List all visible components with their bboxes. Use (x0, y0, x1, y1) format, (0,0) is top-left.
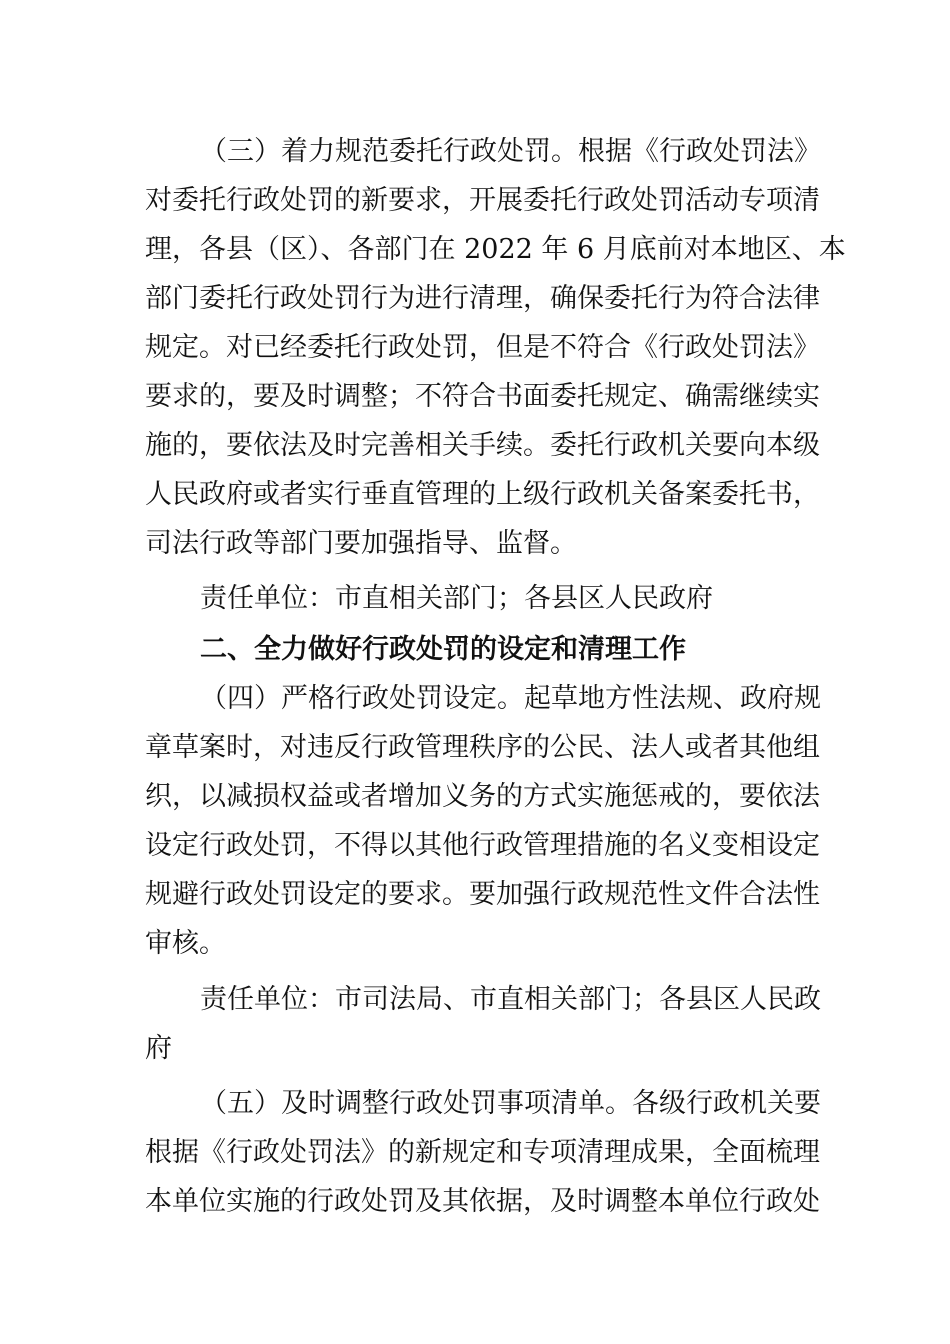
paragraph-line: 根据《行政处罚法》的新规定和专项清理成果，全面梳理 (145, 1137, 820, 1168)
paragraph-line: 审核。 (145, 928, 226, 959)
responsible-units-continued: 府 (145, 1033, 172, 1064)
paragraph-line: 设定行政处罚，不得以其他行政管理措施的名义变相设定 (145, 830, 820, 861)
paragraph-line: 本单位实施的行政处罚及其依据，及时调整本单位行政处 (145, 1186, 820, 1217)
section-heading: 二、全力做好行政处罚的设定和清理工作 (200, 634, 686, 665)
paragraph-line: 施的，要依法及时完善相关手续。委托行政机关要向本级 (145, 430, 820, 461)
paragraph-line: 对委托行政处罚的新要求，开展委托行政处罚活动专项清 (145, 185, 820, 216)
paragraph-line: 要求的，要及时调整；不符合书面委托规定、确需继续实 (145, 381, 820, 412)
paragraph-line: 规避行政处罚设定的要求。要加强行政规范性文件合法性 (145, 879, 820, 910)
paragraph-line: （五）及时调整行政处罚事项清单。各级行政机关要 (200, 1088, 821, 1119)
paragraph-line: 理，各县（区）、各部门在 2022 年 6 月底前对本地区、本 (145, 234, 846, 265)
paragraph-line: 司法行政等部门要加强指导、监督。 (145, 528, 577, 559)
responsible-units: 责任单位：市司法局、市直相关部门；各县区人民政 (200, 984, 821, 1015)
paragraph-line: 部门委托行政处罚行为进行清理，确保委托行为符合法律 (145, 283, 820, 314)
paragraph-line: （四）严格行政处罚设定。起草地方性法规、政府规 (200, 683, 821, 714)
responsible-units: 责任单位：市直相关部门；各县区人民政府 (200, 583, 713, 614)
paragraph-line: 章草案时，对违反行政管理秩序的公民、法人或者其他组 (145, 732, 820, 763)
paragraph-line: 人民政府或者实行垂直管理的上级行政机关备案委托书， (145, 479, 820, 510)
paragraph-line: （三）着力规范委托行政处罚。根据《行政处罚法》 (200, 136, 821, 167)
paragraph-line: 规定。对已经委托行政处罚，但是不符合《行政处罚法》 (145, 332, 820, 363)
paragraph-line: 织，以减损权益或者增加义务的方式实施惩戒的，要依法 (145, 781, 820, 812)
